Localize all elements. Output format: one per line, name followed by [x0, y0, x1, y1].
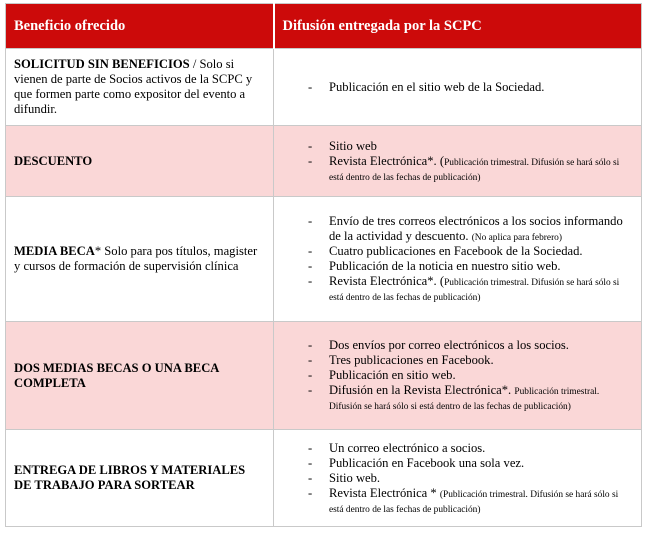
- diffusion-list: [274, 441, 633, 516]
- benefit-title: DOS MEDIAS BECAS O UNA BECA COMPLETA: [14, 360, 219, 390]
- list-item: [274, 80, 633, 95]
- diffusion-cell: [274, 126, 642, 197]
- item-note: Publicación trimestral. Difusión se hará sólo si está dentro de las fechas de publicación): [329, 157, 620, 183]
- benefit-cell: [6, 197, 274, 322]
- table-row: [6, 322, 642, 430]
- benefit-cell: [6, 49, 274, 126]
- list-item: [274, 353, 633, 368]
- list-item: [274, 368, 633, 383]
- list-item: [274, 259, 633, 274]
- benefit-cell: [6, 430, 274, 527]
- item-text: Dos envíos por correo electrónicos a los socios.: [329, 338, 569, 352]
- list-item: [274, 139, 633, 154]
- dash-bullet: -: [308, 138, 313, 153]
- benefit-title: DESCUENTO: [14, 153, 93, 168]
- list-item: [274, 486, 633, 516]
- dash-bullet: -: [308, 383, 313, 397]
- item-text: Publicación en el sitio web de la Sociedad.: [329, 79, 545, 94]
- diffusion-list: [274, 214, 633, 304]
- item-text: Publicación de la noticia en nuestro sitio web.: [329, 259, 561, 273]
- list-item: [274, 274, 633, 304]
- benefit-cell: [6, 322, 274, 430]
- header-benefit: Beneficio ofrecido: [6, 4, 274, 49]
- item-text: Revista Electrónica*. (: [329, 153, 445, 168]
- list-item: [274, 456, 633, 471]
- dash-bullet: -: [308, 455, 313, 470]
- diffusion-cell: [274, 49, 642, 126]
- header-diffusion: Difusión entregada por la SCPC: [274, 4, 642, 49]
- item-note: (No aplica para febrero): [471, 233, 562, 243]
- list-item: [274, 154, 633, 184]
- item-text: Publicación en Facebook una sola vez.: [329, 455, 525, 470]
- list-item: [274, 471, 633, 486]
- dash-bullet: -: [308, 274, 313, 288]
- header-row: [6, 4, 642, 49]
- benefit-title: ENTREGA DE LIBROS Y MATERIALES DE TRABAJO PARA SORTEAR: [14, 463, 246, 492]
- list-item: [274, 338, 633, 353]
- dash-bullet: -: [308, 79, 313, 94]
- diffusion-list: [274, 139, 633, 184]
- benefit-cell: [6, 126, 274, 197]
- diffusion-cell: [274, 197, 642, 322]
- item-note: Publicación trimestral. Difusión se hará sólo si está dentro de las fechas de publicación): [329, 278, 620, 303]
- benefits-table: [5, 3, 642, 527]
- table-row: [6, 430, 642, 527]
- dash-bullet: -: [308, 368, 313, 382]
- list-item: [274, 383, 633, 413]
- list-item: [274, 441, 633, 456]
- item-text: Difusión en la Revista Electrónica*.: [329, 383, 515, 397]
- item-text: Cuatro publicaciones en Facebook de la Sociedad.: [329, 244, 583, 258]
- item-text: Sitio web.: [329, 470, 381, 485]
- table-row: [6, 197, 642, 322]
- dash-bullet: -: [308, 153, 313, 168]
- diffusion-list: [274, 80, 633, 95]
- benefit-description: * Solo para pos títulos, magister y cursos de formación de supervisión clínica: [14, 244, 258, 273]
- dash-bullet: -: [308, 353, 313, 367]
- item-note: Publicación trimestral. Difusión se hará sólo si está dentro de las fechas de publicación): [329, 387, 600, 412]
- dash-bullet: -: [308, 485, 313, 500]
- dash-bullet: -: [308, 338, 313, 352]
- item-text: Revista Electrónica*. (: [329, 274, 445, 288]
- diffusion-list: [274, 338, 633, 413]
- item-text: Envío de tres correos electrónicos a los socios informando de la actividad y descuento.: [329, 214, 623, 243]
- dash-bullet: -: [308, 470, 313, 485]
- table-row: [6, 126, 642, 197]
- item-text: Publicación en sitio web.: [329, 368, 456, 382]
- benefit-title: MEDIA BECA: [14, 244, 95, 258]
- dash-bullet: -: [308, 259, 313, 273]
- dash-bullet: -: [308, 244, 313, 258]
- dash-bullet: -: [308, 440, 313, 455]
- benefit-description: / Solo si vienen de parte de Socios activos de la SCPC y que formen parte como expositor del evento a difundir.: [14, 57, 253, 116]
- item-text: Un correo electrónico a socios.: [329, 440, 486, 455]
- item-note: (Publicación trimestral. Difusión se hará sólo si está dentro de las fechas de publicación): [329, 489, 619, 515]
- benefit-title: SOLICITUD SIN BENEFICIOS: [14, 57, 190, 71]
- list-item: [274, 214, 633, 244]
- item-text: Tres publicaciones en Facebook.: [329, 353, 494, 367]
- diffusion-cell: [274, 322, 642, 430]
- item-text: Sitio web: [329, 138, 377, 153]
- dash-bullet: -: [308, 214, 313, 228]
- item-text: Revista Electrónica *: [329, 485, 440, 500]
- diffusion-cell: [274, 430, 642, 527]
- table-row: [6, 49, 642, 126]
- list-item: [274, 244, 633, 259]
